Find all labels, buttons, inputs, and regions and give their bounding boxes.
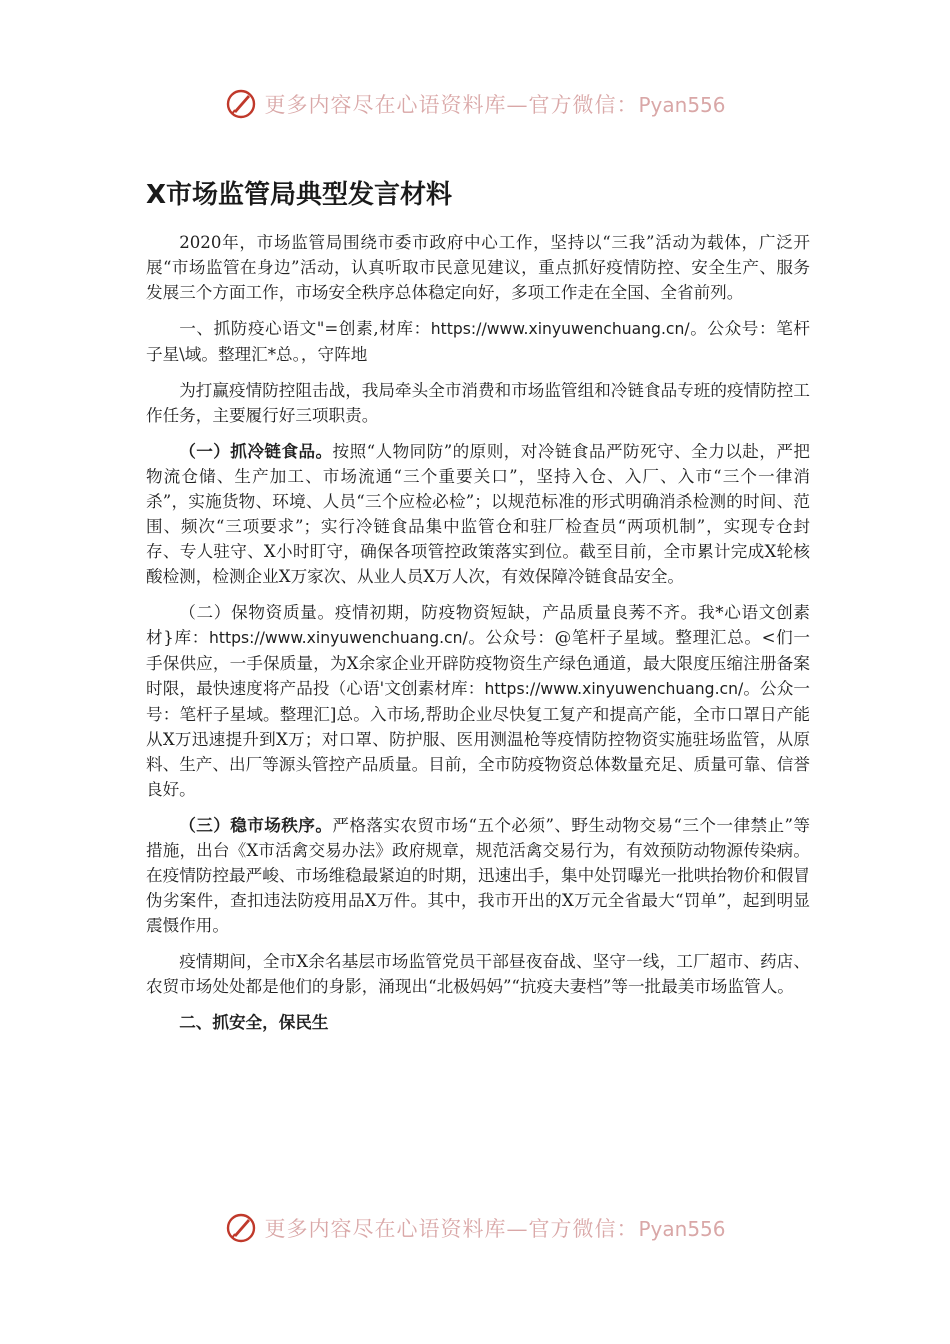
header-banner <box>0 84 950 124</box>
footer-banner <box>0 1208 950 1248</box>
url-link: https://www.xinyuwenchuang.cn/ <box>484 680 744 698</box>
url-link: https://www.xinyuwenchuang.cn/ <box>430 320 690 338</box>
url-link: https://www.xinyuwenchuang.cn/ <box>208 629 468 647</box>
banner-text: 更多内容尽在心语资料库—官方微信：Pyan556 <box>264 1217 726 1241</box>
paragraph-intro: 2020年，市场监管局围绕市委市政府中心工作，坚持以“三我”活动为载体，广泛开展“市场监管在身边”活动，认真听取市民意见建议，重点抓好疫情防控、安全生产、服务发展三个方面工作，市场安全秩序总体稳定向好，多项工作走在全国、全省前列。 <box>146 233 810 302</box>
quill-logo-icon <box>224 87 258 121</box>
paragraph-cold-chain: （一）抓冷链食品。按照“人物同防”的原则，对冷链食品严防死守、全力以赴，严把物流仓储、生产加工、市场流通“三个重要关口”，坚持入仓、入厂、入市“三个一律消杀”，实施货物、环境、人员“三个应检必检”；以规范标准的形式明确消杀检测的时间、范围、频次“三项要求”；实行冷链食品集中监管仓和驻厂检查员“两项机制”，实现专仓封存、专人驻守、X小时盯守，确保各项管控政策落实到位。截至目前，全市累计完成X轮核酸检测，检测企业X万家次、从业人员X万人次，有效保障冷链食品安全。 <box>146 441 811 586</box>
page-title: X市场监管局典型发言材料 <box>146 180 453 210</box>
paragraph-supply-quality: （二）保物资质量。疫情初期，防疫物资短缺，产品质量良莠不齐。我*心语文创素材}库：https://www.xinyuwenchuang.cn/。公众号：@笔杆子星域。整理汇总。<们一手保供应，一手保质量，为X余家企业开辟防疫物资生产绿色通道，最大限度压缩注册备案时限，最快速度将产品投（心语'文创素材库：https://www.xinyuwenchuang.cn/。公众一号：笔杆子星域。整理汇]总。入市场,帮助企业尽快复工复产和提高产能，全市口罩日产能从X万迅速提升到X万；对口罩、防护服、医用测温枪等疫情防控物资实施驻场监管，从原料、生产、出厂等源头管控产品质量。目前，全市防疫物资总体数量充足、质量可靠、信誉良好。 <box>146 603 811 799</box>
paragraph-market-order: （三）稳市场秩序。严格落实农贸市场“五个必须”、野生动物交易“三个一律禁止”等措施，出台《X市活禽交易办法》政府规章，规范活禽交易行为，有效预防动物源传染病。在疫情防控最严峻、市场维稳最紧迫的时期，迅速出手，集中处罚曝光一批哄抬物价和假冒伪劣案件，查扣违法防疫用品X万件。其中，我市开出的X万元全省最大“罚单”，起到明显震慑作用。 <box>146 815 810 935</box>
paragraph-section-1-heading: 一、抓防疫心语文"=创素,材库：https://www.xinyuwenchuang.cn/。公众号：笔杆子星\域。整理汇*总。，守阵地 <box>146 319 811 364</box>
banner-text: 更多内容尽在心语资料库—官方微信：Pyan556 <box>264 93 726 117</box>
paragraph-section-1-intro: 为打赢疫情防控阻击战，我局牵头全市消费和市场监管组和冷链食品专班的疫情防控工作任务，主要履行好三项职责。 <box>146 381 810 425</box>
document-body <box>146 172 810 1046</box>
paragraph-staff: 疫情期间，全市X余名基层市场监管党员干部昼夜奋战、坚守一线，工厂超市、药店、农贸市场处处都是他们的身影，涌现出“北极妈妈”“抗疫夫妻档”等一批最美市场监管人。 <box>146 952 810 996</box>
paragraph-section-2-heading: 二、抓安全，保民生 <box>179 1012 329 1032</box>
quill-logo-icon <box>224 1211 258 1245</box>
